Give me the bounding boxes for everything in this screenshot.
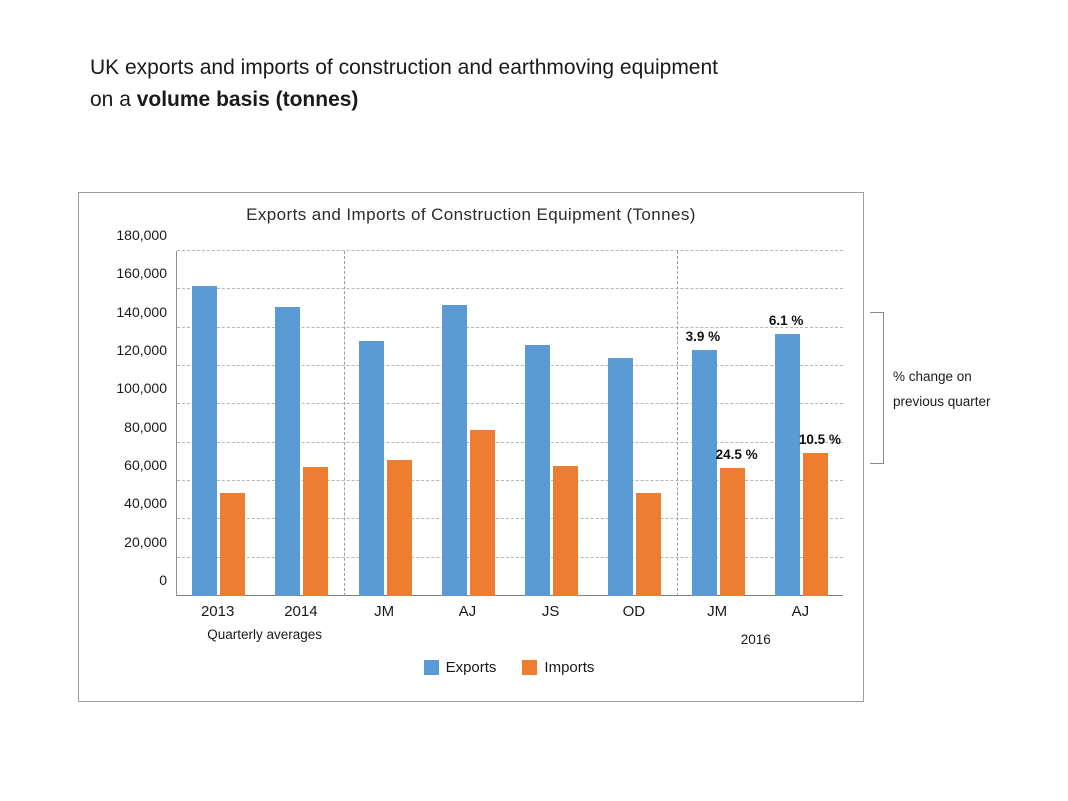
bar-data-label: 24.5 % (715, 446, 758, 462)
bar-exports (359, 341, 384, 596)
y-axis-tick-label: 160,000 (116, 265, 167, 282)
x-axis-tick-label: JS (541, 603, 560, 620)
y-axis-tick-label: 100,000 (116, 380, 167, 397)
y-axis-tick-label: 120,000 (116, 342, 167, 358)
x-axis-tick-label: AJ (458, 603, 477, 620)
bar-data-label: 3.9 % (685, 328, 721, 344)
bracket-label-line1: % change on (893, 369, 972, 384)
bar-exports (692, 350, 717, 596)
y-axis-tick-label: 20,000 (124, 533, 167, 550)
legend-swatch-imports (522, 660, 537, 675)
chart-title: Exports and Imports of Construction Equipment (Tonnes) (246, 205, 696, 224)
y-axis-tick-label: 80,000 (124, 418, 167, 435)
bar-imports (553, 466, 578, 596)
chart-legend (176, 659, 842, 676)
chart-container (78, 192, 864, 702)
bar-data-label: 10.5 % (798, 432, 841, 448)
bar-exports (525, 345, 550, 596)
x-axis-tick-label: AJ (791, 603, 810, 620)
bar-data-label: 6.1 % (768, 313, 804, 329)
bar-exports (442, 305, 467, 596)
page-title-line2-bold: volume basis (tonnes) (136, 88, 359, 111)
x-axis-tick-label: JM (374, 603, 395, 620)
chart-plot-area (116, 227, 842, 596)
chart-group-separator (677, 251, 678, 596)
bar-imports (803, 453, 828, 596)
bar-imports (303, 467, 328, 596)
bar-exports (275, 307, 300, 596)
bar-imports (720, 468, 745, 596)
bar-exports (192, 286, 217, 596)
page-title-line2-plain: on a (90, 88, 137, 111)
y-axis-tick-label: 60,000 (124, 457, 167, 473)
axis-note-quarterly-averages: Quarterly averages (207, 627, 323, 642)
bar-imports (387, 460, 412, 596)
legend-label-imports: Imports (544, 659, 595, 676)
chart-gridline (177, 288, 843, 289)
page-title-line1: UK exports and imports of construction and earthmoving equipment (90, 56, 719, 79)
page-title (90, 52, 930, 116)
percent-change-bracket-label (893, 364, 1033, 414)
axis-note-year-2016: 2016 (740, 632, 771, 647)
bar-exports (608, 358, 633, 596)
bracket-label-line2: previous quarter (893, 394, 991, 409)
bar-imports (636, 493, 661, 596)
x-axis-tick-label: OD (622, 603, 646, 620)
legend-item-exports (424, 659, 497, 676)
x-axis-tick-label: JM (707, 603, 728, 620)
bar-imports (220, 493, 245, 597)
x-axis-tick-label: 2014 (284, 603, 318, 620)
bar-imports (470, 430, 495, 596)
chart-group-separator (344, 251, 345, 596)
chart-plot-wrapper (116, 227, 842, 797)
chart-gridline (177, 250, 843, 251)
legend-swatch-exports (424, 660, 439, 675)
y-axis-tick-label: 40,000 (124, 495, 167, 512)
x-axis-tick-label: 2013 (200, 603, 235, 620)
y-axis-tick-label: 140,000 (116, 303, 167, 320)
percent-change-bracket (870, 312, 884, 464)
legend-item-imports (522, 659, 594, 676)
legend-label-exports: Exports (445, 659, 497, 676)
bar-exports (775, 334, 800, 596)
y-axis-tick-label: 180,000 (116, 227, 167, 243)
y-axis-tick-label: 0 (159, 572, 167, 588)
